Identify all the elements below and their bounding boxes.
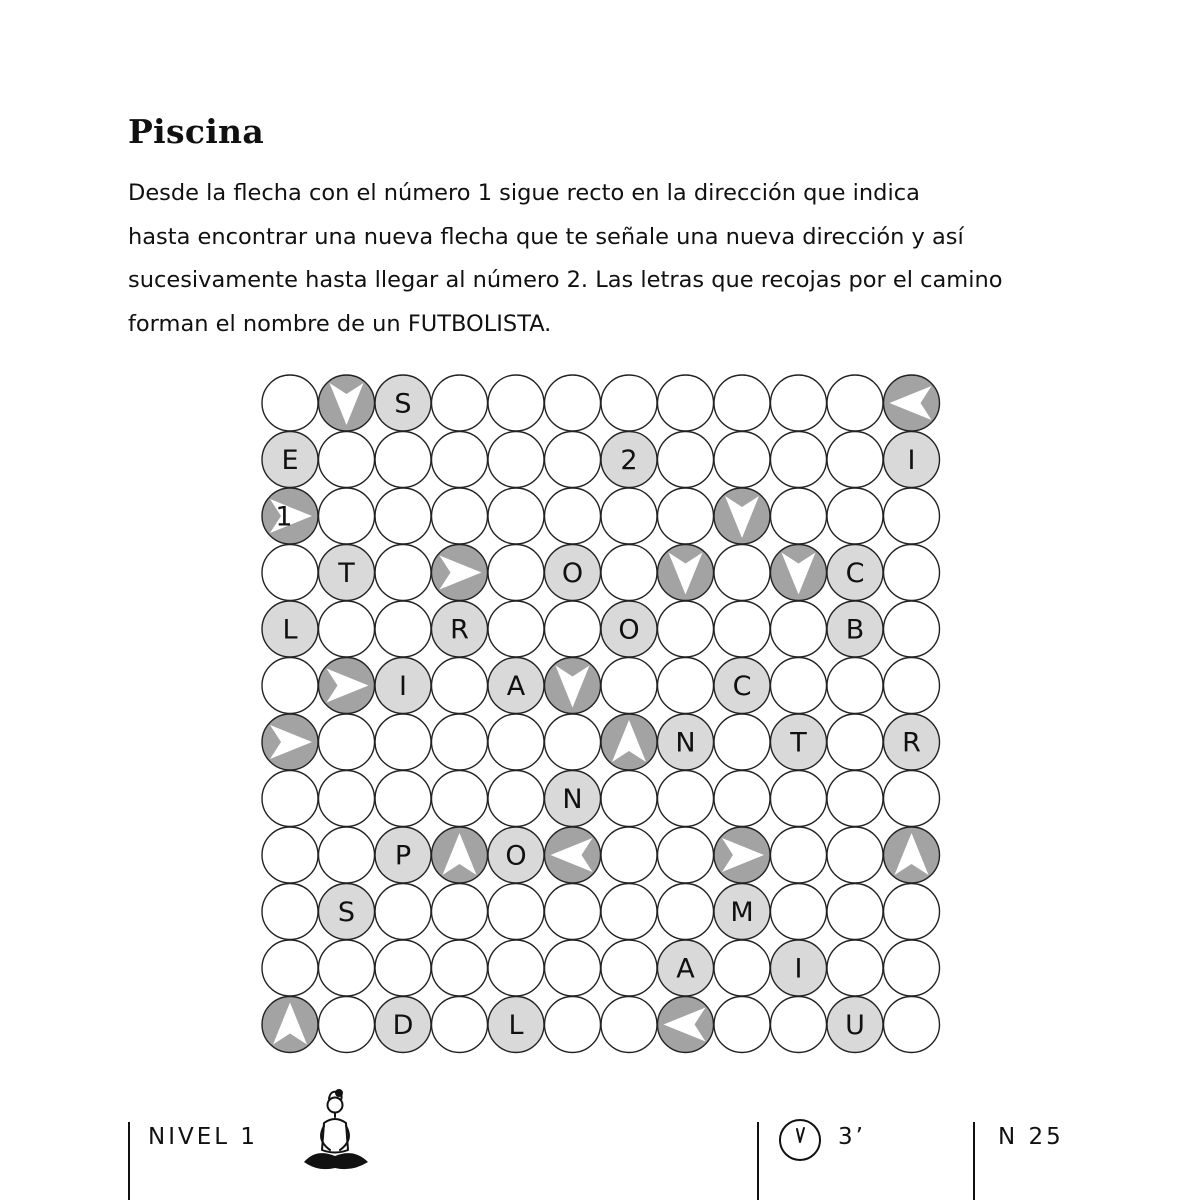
- letter-cell: [714, 658, 770, 714]
- instruction-line: Desde la flecha con el número 1 sigue recto en la dirección que indica: [128, 180, 920, 206]
- arrow-right-cell: [714, 827, 770, 883]
- cell-letter: D: [392, 1010, 414, 1041]
- letter-cell: [488, 658, 544, 714]
- empty-cell: [771, 658, 827, 714]
- cell-letter: E: [281, 445, 299, 476]
- level-label: NIVEL 1: [148, 1124, 259, 1150]
- page-title: Piscina: [128, 112, 265, 151]
- cell-letter: S: [394, 388, 412, 420]
- letter-cell: [375, 658, 431, 714]
- footer-divider: [973, 1122, 975, 1200]
- empty-cell: [714, 375, 770, 431]
- letter-cell: [319, 545, 375, 601]
- cell-letter: T: [338, 558, 355, 589]
- empty-cell: [827, 827, 883, 883]
- empty-cell: [432, 940, 488, 996]
- empty-cell: [714, 545, 770, 601]
- empty-cell: [658, 488, 714, 544]
- empty-cell: [545, 997, 601, 1053]
- empty-cell: [827, 884, 883, 940]
- letter-cell: [488, 997, 544, 1053]
- empty-cell: [375, 714, 431, 770]
- instruction-line: forman el nombre de un FUTBOLISTA.: [128, 310, 552, 337]
- empty-cell: [658, 658, 714, 714]
- empty-cell: [827, 658, 883, 714]
- meditation-person-icon: [296, 1088, 376, 1178]
- letter-cell: [488, 827, 544, 883]
- cell-letter: N: [675, 727, 696, 759]
- empty-cell: [771, 771, 827, 827]
- puzzle-number: N 25: [998, 1124, 1064, 1150]
- empty-cell: [262, 940, 318, 996]
- arrow-left-cell: [545, 827, 601, 883]
- cell-letter: I: [907, 445, 916, 476]
- arrow-left-cell: [658, 997, 714, 1053]
- empty-cell: [319, 714, 375, 770]
- empty-cell: [432, 375, 488, 431]
- empty-cell: [262, 545, 318, 601]
- empty-cell: [545, 432, 601, 488]
- letter-cell: [262, 432, 318, 488]
- cell-letter: R: [450, 614, 469, 646]
- empty-cell: [771, 432, 827, 488]
- empty-cell: [432, 714, 488, 770]
- empty-cell: [601, 545, 657, 601]
- letter-cell: [827, 545, 883, 601]
- cell-letter: I: [399, 671, 407, 702]
- cell-letter: O: [561, 558, 584, 589]
- cell-letter: C: [732, 671, 752, 702]
- instruction-line: sucesivamente hasta llegar al número 2. Las letras que recojas por el camino: [128, 267, 1003, 293]
- cell-letter: I: [794, 953, 803, 985]
- empty-cell: [884, 601, 940, 657]
- empty-cell: [488, 601, 544, 657]
- empty-cell: [601, 488, 657, 544]
- empty-cell: [601, 997, 657, 1053]
- empty-cell: [432, 884, 488, 940]
- cell-letter: N: [562, 784, 583, 815]
- empty-cell: [262, 827, 318, 883]
- letter-cell: [884, 432, 940, 488]
- empty-cell: [658, 884, 714, 940]
- empty-cell: [601, 375, 657, 431]
- empty-cell: [884, 771, 940, 827]
- empty-cell: [432, 997, 488, 1053]
- cell-letter: T: [790, 727, 807, 759]
- empty-cell: [714, 997, 770, 1053]
- empty-cell: [827, 488, 883, 544]
- cell-letter: C: [845, 558, 865, 589]
- empty-cell: [884, 884, 940, 940]
- empty-cell: [884, 488, 940, 544]
- empty-cell: [884, 658, 940, 714]
- empty-cell: [319, 432, 375, 488]
- letter-cell: [601, 601, 657, 657]
- arrow-right-cell: [262, 714, 318, 770]
- empty-cell: [827, 940, 883, 996]
- empty-cell: [432, 771, 488, 827]
- cell-letter: O: [618, 614, 640, 646]
- time-label: 3’: [838, 1124, 866, 1150]
- arrow-down-cell: [319, 375, 375, 431]
- cell-letter: M: [730, 897, 754, 928]
- letter-cell: [714, 884, 770, 940]
- empty-cell: [827, 375, 883, 431]
- arrow-right-cell: [262, 488, 318, 544]
- empty-cell: [262, 658, 318, 714]
- empty-cell: [545, 714, 601, 770]
- empty-cell: [827, 432, 883, 488]
- arrow-up-cell: [432, 827, 488, 883]
- arrow-right-cell: [319, 658, 375, 714]
- letter-cell: [545, 771, 601, 827]
- empty-cell: [714, 432, 770, 488]
- arrow-right-cell: [432, 545, 488, 601]
- empty-cell: [601, 940, 657, 996]
- empty-cell: [488, 771, 544, 827]
- empty-cell: [658, 827, 714, 883]
- empty-cell: [658, 771, 714, 827]
- empty-cell: [827, 771, 883, 827]
- empty-cell: [375, 601, 431, 657]
- empty-cell: [488, 714, 544, 770]
- empty-cell: [262, 771, 318, 827]
- letter-cell: [658, 940, 714, 996]
- empty-cell: [658, 375, 714, 431]
- empty-cell: [545, 375, 601, 431]
- arrow-down-cell: [545, 658, 601, 714]
- empty-cell: [488, 375, 544, 431]
- empty-cell: [601, 771, 657, 827]
- cell-letter: R: [902, 727, 921, 759]
- cell-letter: A: [506, 671, 526, 702]
- cell-letter: B: [845, 614, 865, 646]
- empty-cell: [432, 488, 488, 544]
- start-number: 1: [275, 501, 293, 533]
- empty-cell: [771, 375, 827, 431]
- letter-cell: [375, 375, 431, 431]
- empty-cell: [375, 884, 431, 940]
- empty-cell: [432, 432, 488, 488]
- empty-cell: [375, 771, 431, 827]
- empty-cell: [827, 714, 883, 770]
- empty-cell: [319, 601, 375, 657]
- cell-letter: U: [845, 1010, 865, 1041]
- letter-cell: [262, 601, 318, 657]
- empty-cell: [601, 827, 657, 883]
- letter-cell: [601, 432, 657, 488]
- instruction-line: hasta encontrar una nueva flecha que te señale una nueva dirección y así: [128, 223, 964, 250]
- empty-cell: [884, 545, 940, 601]
- letter-cell: [771, 940, 827, 996]
- cell-letter: O: [505, 840, 527, 872]
- empty-cell: [771, 827, 827, 883]
- clock-icon: [777, 1117, 823, 1163]
- empty-cell: [545, 940, 601, 996]
- cell-letter: S: [337, 897, 356, 928]
- empty-cell: [658, 601, 714, 657]
- empty-cell: [771, 601, 827, 657]
- arrow-down-cell: [658, 545, 714, 601]
- empty-cell: [262, 884, 318, 940]
- letter-cell: [432, 601, 488, 657]
- empty-cell: [884, 997, 940, 1053]
- arrow-left-cell: [884, 375, 940, 431]
- empty-cell: [375, 432, 431, 488]
- empty-cell: [488, 884, 544, 940]
- letter-cell: [658, 714, 714, 770]
- cell-letter: A: [676, 953, 695, 985]
- empty-cell: [319, 827, 375, 883]
- empty-cell: [432, 658, 488, 714]
- empty-cell: [488, 940, 544, 996]
- empty-cell: [488, 545, 544, 601]
- empty-cell: [319, 488, 375, 544]
- letter-cell: [545, 545, 601, 601]
- empty-cell: [319, 940, 375, 996]
- empty-cell: [714, 601, 770, 657]
- empty-cell: [375, 488, 431, 544]
- cell-letter: L: [508, 1010, 524, 1041]
- cell-letter: L: [282, 614, 298, 646]
- empty-cell: [375, 940, 431, 996]
- empty-cell: [545, 601, 601, 657]
- letter-cell: [771, 714, 827, 770]
- arrow-down-cell: [771, 545, 827, 601]
- letter-cell: [375, 827, 431, 883]
- letter-cell: [827, 601, 883, 657]
- empty-cell: [771, 997, 827, 1053]
- footer-divider: [128, 1122, 130, 1200]
- empty-cell: [262, 375, 318, 431]
- empty-cell: [714, 714, 770, 770]
- arrow-up-cell: [262, 997, 318, 1053]
- letter-cell: [319, 884, 375, 940]
- empty-cell: [319, 997, 375, 1053]
- empty-cell: [375, 545, 431, 601]
- arrow-down-cell: [714, 488, 770, 544]
- empty-cell: [714, 940, 770, 996]
- empty-cell: [771, 884, 827, 940]
- empty-cell: [714, 771, 770, 827]
- empty-cell: [884, 940, 940, 996]
- footer-divider: [757, 1122, 759, 1200]
- empty-cell: [545, 884, 601, 940]
- empty-cell: [319, 771, 375, 827]
- empty-cell: [601, 658, 657, 714]
- letter-cell: [375, 997, 431, 1053]
- letter-cell: [827, 997, 883, 1053]
- cell-letter: P: [394, 840, 412, 872]
- empty-cell: [545, 488, 601, 544]
- empty-cell: [488, 432, 544, 488]
- empty-cell: [601, 884, 657, 940]
- empty-cell: [488, 488, 544, 544]
- arrow-up-cell: [884, 827, 940, 883]
- letter-cell: [884, 714, 940, 770]
- empty-cell: [658, 432, 714, 488]
- arrow-up-cell: [601, 714, 657, 770]
- empty-cell: [771, 488, 827, 544]
- cell-letter: 2: [620, 445, 638, 476]
